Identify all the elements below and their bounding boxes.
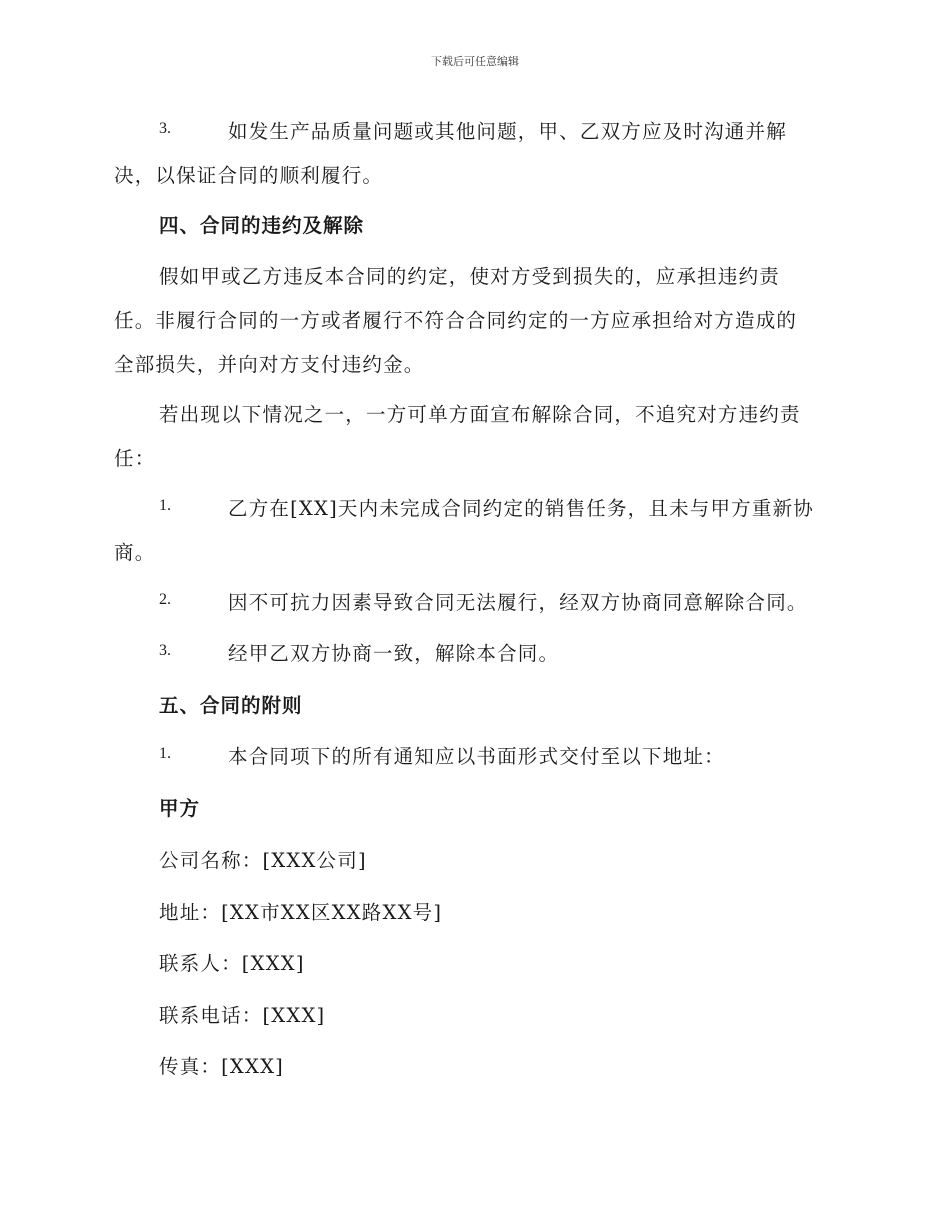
paragraph-line: 任： [114,447,156,470]
item-number: 2. [159,591,171,608]
paragraph-line: 经甲乙双方协商一致，解除本合同。 [228,642,560,665]
paragraph-line: 商。 [114,541,156,564]
paragraph-line: 任。非履行合同的一方或者履行不符合合同约定的一方应承担给对方造成的 [114,309,798,332]
item-number: 1. [159,497,171,514]
page-header: 下载后可任意编辑 [431,55,519,68]
paragraph-line: 本合同项下的所有通知应以书面形式交付至以下地址： [228,745,725,768]
paragraph-line: 若出现以下情况之一，一方可单方面宣布解除合同，不追究对方违约责 [159,403,801,426]
item-number: 3. [159,120,171,137]
section-heading-5: 五、合同的附则 [159,694,303,717]
field-address: 地址：[XX市XX区XX路XX号] [159,901,443,924]
section-heading-4: 四、合同的违约及解除 [159,214,365,237]
party-heading: 甲方 [159,797,201,820]
field-phone: 联系电话：[XXX] [159,1004,326,1027]
field-fax: 传真：[XXX] [159,1055,284,1078]
paragraph-line: 乙方在[XX]天内未完成合同约定的销售任务，且未与甲方重新协 [228,497,814,520]
item-number: 3. [159,642,171,659]
item-number: 1. [159,745,171,762]
paragraph-line: 全部损失，并向对方支付违约金。 [114,353,425,376]
paragraph-line: 假如甲或乙方违反本合同的约定，使对方受到损失的，应承担违约责 [159,265,781,288]
paragraph-line: 如发生产品质量问题或其他问题，甲、乙双方应及时沟通并解 [228,120,787,143]
paragraph-line: 因不可抗力因素导致合同无法履行，经双方协商同意解除合同。 [228,591,808,614]
field-company-name: 公司名称：[XXX公司] [159,849,367,872]
paragraph-line: 决，以保证合同的顺利履行。 [114,164,384,187]
field-contact: 联系人：[XXX] [159,952,305,975]
